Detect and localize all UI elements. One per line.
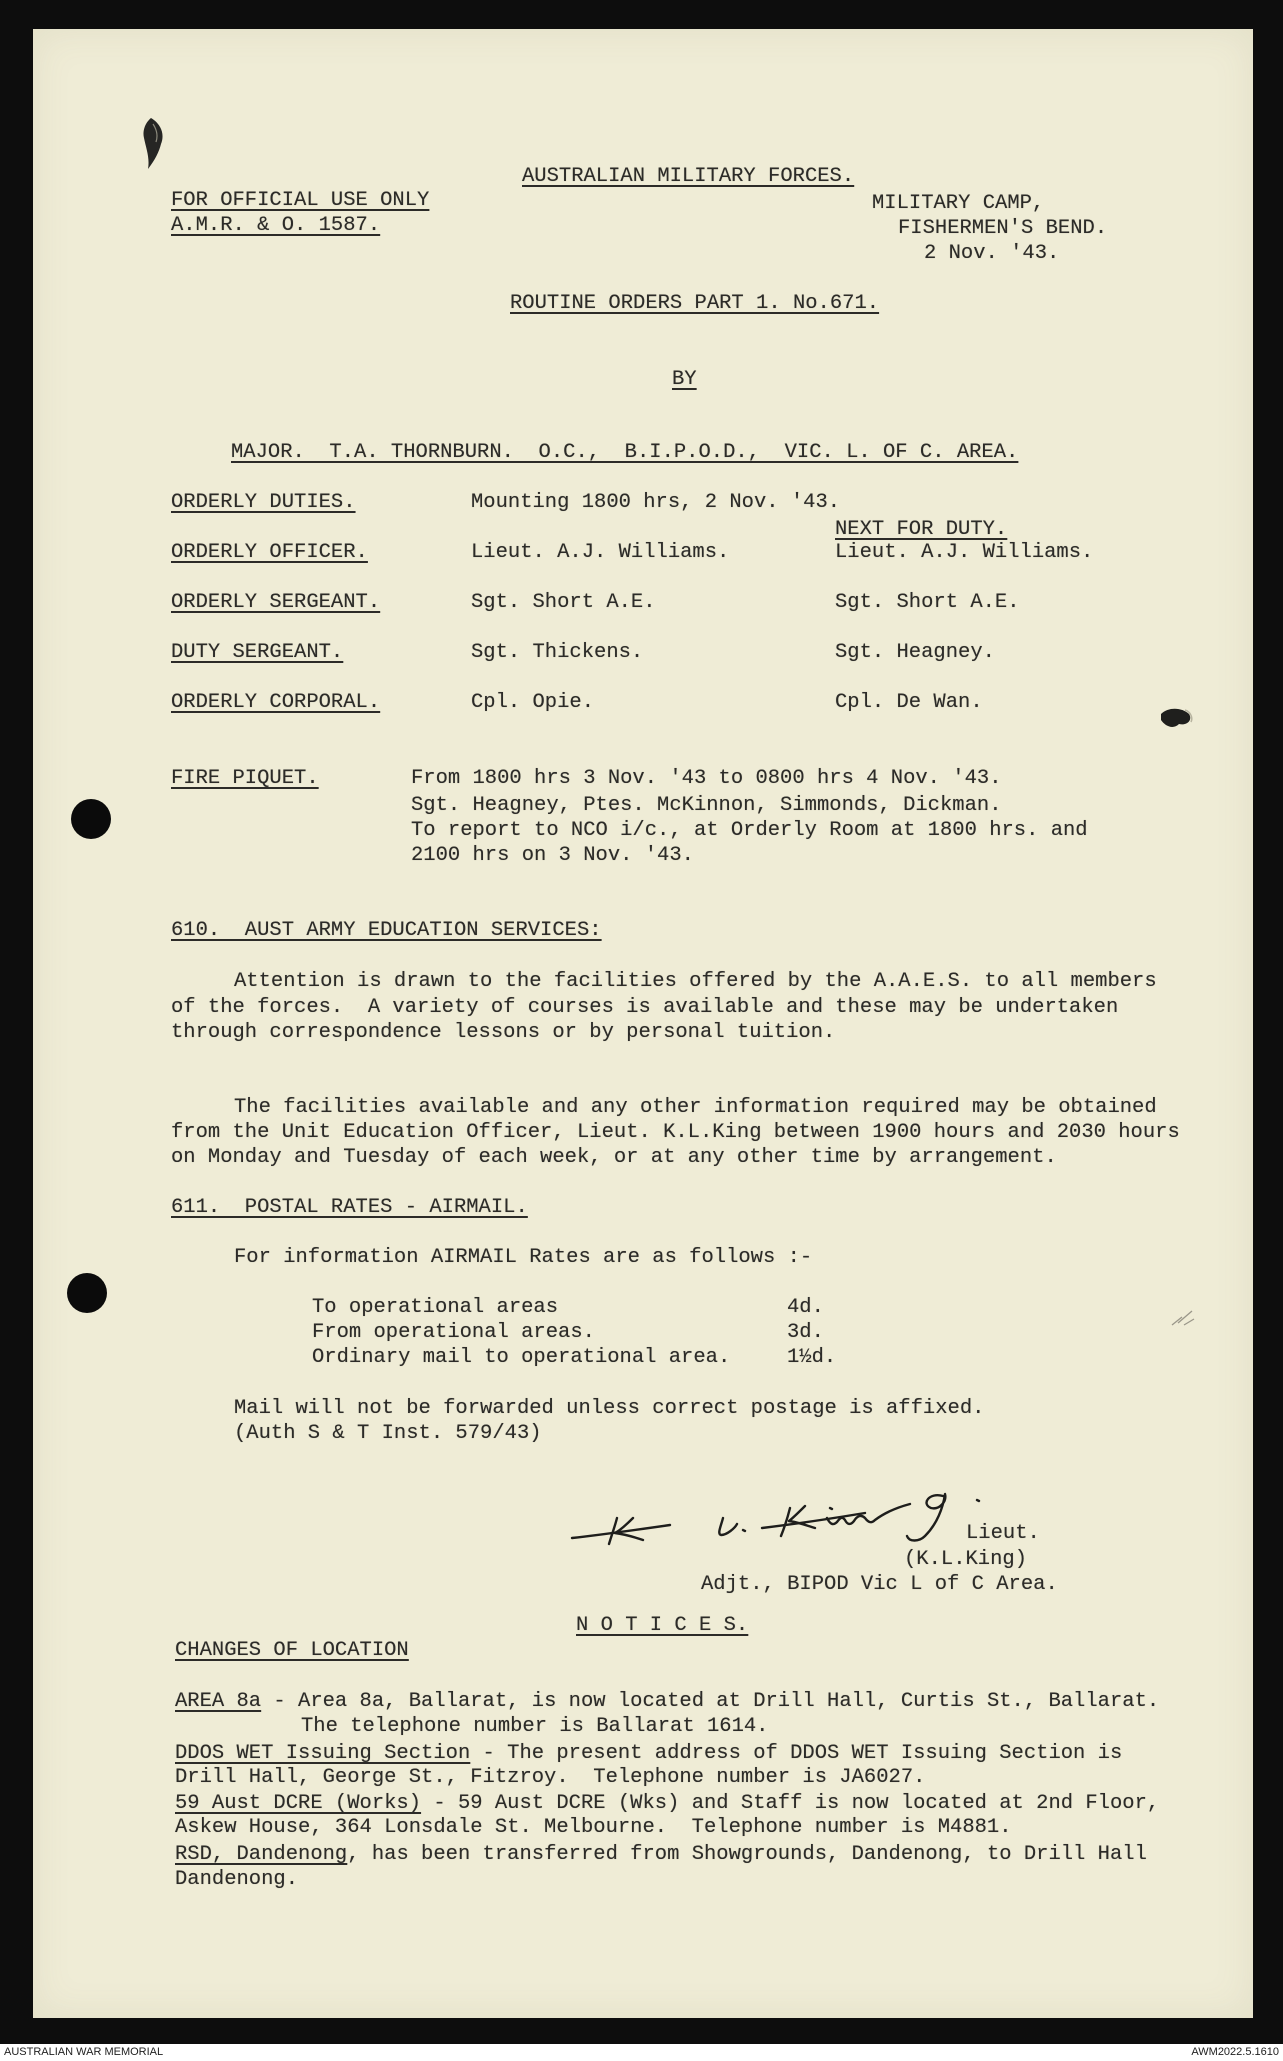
- duty-role: ORDERLY SERGEANT.: [171, 591, 381, 614]
- paragraph-line: of the forces. A variety of courses is available and these may be undertaken: [171, 996, 1119, 1019]
- duty-next: Lieut. A.J. Williams.: [835, 541, 1094, 564]
- notice-continuation: Dandenong.: [175, 1868, 299, 1891]
- paragraph-line: through correspondence lessons or by personal tuition.: [171, 1021, 836, 1044]
- duty-next: Sgt. Short A.E.: [835, 591, 1020, 614]
- rate-item: To operational areas: [312, 1296, 559, 1319]
- notice-lead: AREA 8a: [175, 1690, 262, 1713]
- notice-text: - The present address of DDOS WET Issuing Section is: [470, 1742, 1123, 1765]
- by-label: BY: [672, 368, 697, 391]
- notice-continuation: The telephone number is Ballarat 1614.: [301, 1715, 769, 1738]
- section-heading: 610. AUST ARMY EDUCATION SERVICES:: [171, 919, 602, 942]
- archive-reference: AWM2022.5.1610: [1191, 2046, 1279, 2058]
- notice-continuation: Askew House, 364 Lonsdale St. Melbourne. Telephone number is M4881.: [175, 1816, 1012, 1839]
- fire-piquet-line: From 1800 hrs 3 Nov. '43 to 0800 hrs 4 Nov. '43.: [411, 767, 1002, 790]
- fire-piquet-line: To report to NCO i/c., at Orderly Room at 1800 hrs. and: [411, 819, 1088, 842]
- paragraph-line: Attention is drawn to the facilities offered by the A.A.E.S. to all members: [234, 970, 1157, 993]
- rate-item: Ordinary mail to operational area.: [312, 1346, 731, 1369]
- duty-current: Cpl. Opie.: [471, 691, 595, 714]
- notice-text: - Area 8a, Ballarat, is now located at Drill Hall, Curtis St., Ballarat.: [261, 1690, 1160, 1713]
- notice-item: [175, 1742, 1122, 1766]
- authority-reference: (Auth S & T Inst. 579/43): [234, 1422, 542, 1445]
- notice-lead: DDOS WET Issuing Section: [175, 1742, 471, 1765]
- duty-next: Cpl. De Wan.: [835, 691, 983, 714]
- paragraph-line: on Monday and Tuesday of each week, or at any other time by arrangement.: [171, 1146, 1057, 1169]
- paragraph-line: from the Unit Education Officer, Lieut. K.L.King between 1900 hours and 2030 hours: [171, 1121, 1180, 1144]
- location-line: FISHERMEN'S BEND.: [898, 217, 1108, 240]
- duty-role: ORDERLY OFFICER.: [171, 541, 368, 564]
- orders-title: ROUTINE ORDERS PART 1. No.671.: [510, 292, 880, 315]
- archive-name: AUSTRALIAN WAR MEMORIAL: [4, 2046, 164, 2058]
- issuer-line: MAJOR. T.A. THORNBURN. O.C., B.I.P.O.D., VIC. L. OF C. AREA.: [231, 441, 1019, 464]
- section-heading: 611. POSTAL RATES - AIRMAIL.: [171, 1196, 528, 1219]
- rates-intro: For information AIRMAIL Rates are as follows :-: [234, 1246, 813, 1269]
- notice-lead: 59 Aust DCRE (Works): [175, 1792, 422, 1815]
- duty-current: Lieut. A.J. Williams.: [471, 541, 730, 564]
- rate-value: 1½d.: [787, 1346, 837, 1369]
- fire-piquet-line: Sgt. Heagney, Ptes. McKinnon, Simmonds, Dickman.: [411, 794, 1002, 817]
- notice-continuation: Drill Hall, George St., Fitzroy. Telephone number is JA6027.: [175, 1766, 926, 1789]
- archive-footer: [0, 2044, 1283, 2061]
- duty-next: Sgt. Heagney.: [835, 641, 995, 664]
- postage-note: Mail will not be forwarded unless correct postage is affixed.: [234, 1397, 985, 1420]
- classification-line: FOR OFFICIAL USE ONLY: [171, 189, 430, 212]
- notice-text: , has been transferred from Showgrounds, Dandenong, to Drill Hall: [347, 1843, 1147, 1866]
- signatory-appointment: Adjt., BIPOD Vic L of C Area.: [701, 1573, 1058, 1596]
- notices-heading: N O T I C E S.: [576, 1614, 749, 1637]
- rate-value: 3d.: [787, 1321, 824, 1344]
- notice-item: [175, 1843, 1147, 1867]
- duty-role: DUTY SERGEANT.: [171, 641, 344, 664]
- duty-role: ORDERLY CORPORAL.: [171, 691, 381, 714]
- notices-subheading: CHANGES OF LOCATION: [175, 1639, 409, 1662]
- signatory-rank: Lieut.: [966, 1522, 1040, 1545]
- notice-item: [175, 1690, 1159, 1714]
- document-title: AUSTRALIAN MILITARY FORCES.: [522, 165, 855, 188]
- paragraph-line: The facilities available and any other information required may be obtained: [234, 1096, 1157, 1119]
- document-date: 2 Nov. '43.: [924, 242, 1060, 265]
- rate-value: 4d.: [787, 1296, 824, 1319]
- classification-line: A.M.R. & O. 1587.: [171, 214, 381, 237]
- orderly-duties-label: ORDERLY DUTIES.: [171, 491, 356, 514]
- duty-current: Sgt. Short A.E.: [471, 591, 656, 614]
- signatory-name: (K.L.King): [904, 1548, 1028, 1571]
- notice-lead: RSD, Dandenong: [175, 1843, 348, 1866]
- duty-current: Sgt. Thickens.: [471, 641, 644, 664]
- notice-item: [175, 1792, 1159, 1816]
- fire-piquet-line: 2100 hrs on 3 Nov. '43.: [411, 844, 694, 867]
- mounting-time: Mounting 1800 hrs, 2 Nov. '43.: [471, 491, 841, 514]
- next-for-duty-header: NEXT FOR DUTY.: [835, 518, 1008, 541]
- signature: [565, 1478, 995, 1558]
- notice-text: - 59 Aust DCRE (Wks) and Staff is now located at 2nd Floor,: [421, 1792, 1160, 1815]
- location-line: MILITARY CAMP,: [872, 192, 1045, 215]
- fire-piquet-label: FIRE PIQUET.: [171, 767, 319, 790]
- rate-item: From operational areas.: [312, 1321, 595, 1344]
